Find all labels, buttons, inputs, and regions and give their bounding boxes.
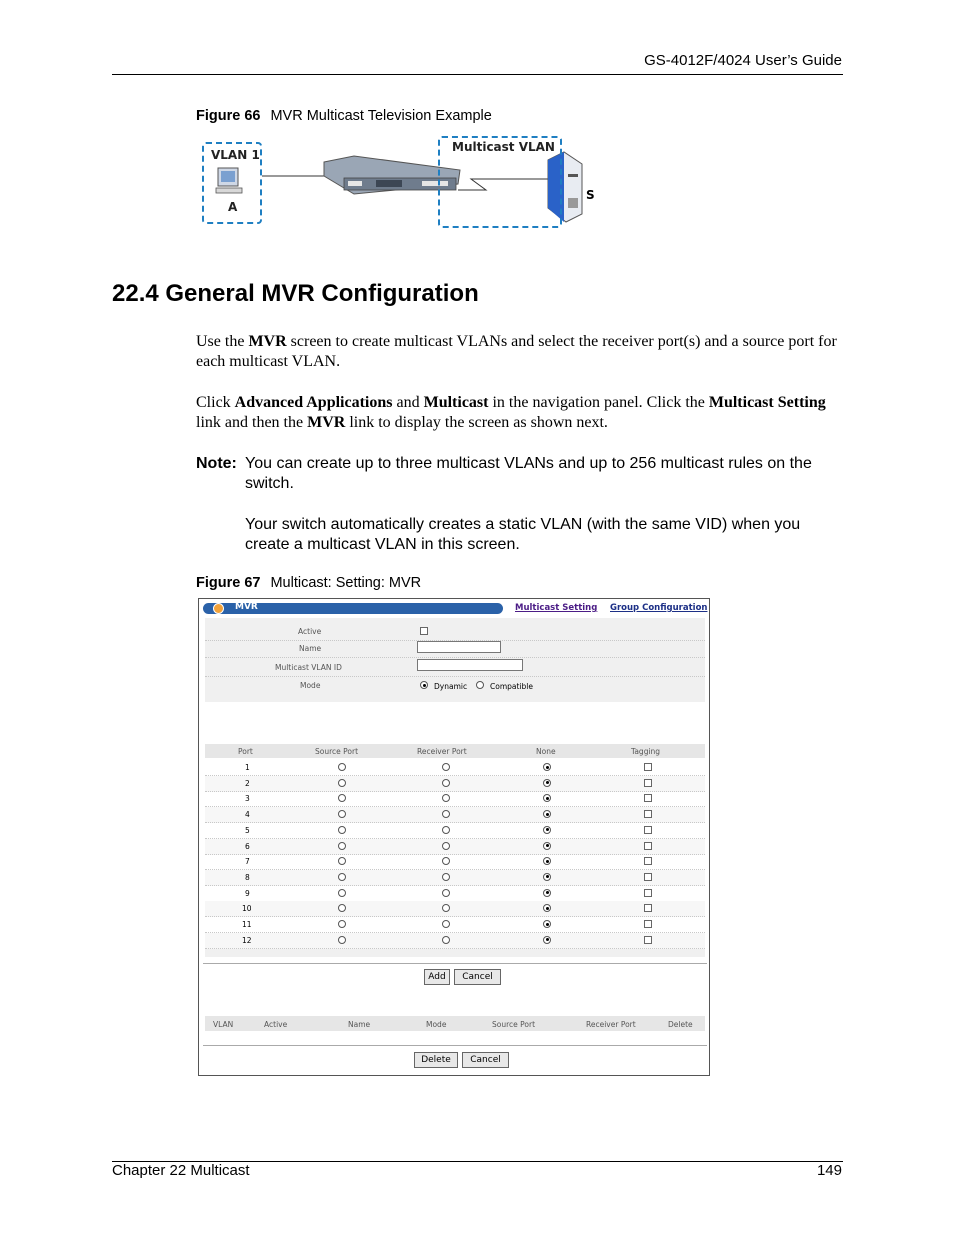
- mode-label: Mode: [300, 681, 321, 690]
- vlan-id-input[interactable]: [417, 659, 523, 671]
- port-number: 3: [245, 794, 250, 804]
- active-checkbox[interactable]: [420, 627, 428, 635]
- multicast-vlan-label: Multicast VLAN: [452, 140, 555, 154]
- running-header: GS-4012F/4024 User’s Guide: [644, 52, 842, 69]
- none-radio[interactable]: [543, 842, 551, 850]
- port-row: [205, 760, 705, 776]
- none-radio[interactable]: [543, 810, 551, 818]
- delete-button[interactable]: Delete: [414, 1052, 458, 1068]
- text-run: in the navigation panel. Click the: [488, 394, 709, 411]
- header-rule: [112, 74, 843, 75]
- port-row: [205, 901, 705, 917]
- paragraph-mvr-intro: [196, 332, 841, 372]
- port-number: 11: [242, 920, 252, 929]
- source-port-radio[interactable]: [338, 920, 346, 928]
- port-number: 9: [245, 888, 250, 898]
- mvr-form-panel: [205, 618, 705, 702]
- port-number: 5: [245, 825, 250, 835]
- port-row: [205, 791, 705, 807]
- col-vlan-receiver-port: Receiver Port: [586, 1020, 636, 1029]
- divider: [203, 1045, 707, 1046]
- server-label: S: [586, 188, 595, 202]
- mvr-screen: [198, 598, 710, 1076]
- divider: [203, 963, 707, 964]
- col-vlan-source-port: Source Port: [492, 1020, 536, 1029]
- bold-run: MVR: [248, 333, 287, 350]
- form-row-active: [205, 624, 705, 641]
- receiver-port-radio[interactable]: [442, 794, 450, 802]
- host-label: A: [228, 200, 238, 214]
- mode-dynamic-label: Dynamic: [434, 682, 468, 691]
- text-run: link and then the: [196, 414, 308, 431]
- col-port: Port: [238, 747, 253, 756]
- port-table-footer: [205, 949, 705, 957]
- source-port-radio[interactable]: [338, 873, 346, 881]
- source-port-radio[interactable]: [338, 779, 346, 787]
- figure-67-title: Multicast: Setting: MVR: [270, 575, 422, 591]
- tagging-checkbox[interactable]: [644, 857, 652, 865]
- note-text-1: You can create up to three multicast VLANs and up to 256 multicast rules on the switch.: [245, 455, 812, 492]
- receiver-port-radio[interactable]: [442, 857, 450, 865]
- source-port-radio[interactable]: [338, 826, 346, 834]
- col-delete: Delete: [668, 1020, 693, 1029]
- receiver-port-radio[interactable]: [442, 920, 450, 928]
- none-radio[interactable]: [543, 826, 551, 834]
- figure-66-caption: [196, 108, 492, 124]
- port-row: [205, 917, 705, 933]
- bold-run: Advanced Applications: [234, 394, 393, 411]
- figure-67-label: Figure 67: [196, 575, 261, 591]
- tagging-checkbox[interactable]: [644, 936, 652, 944]
- tagging-checkbox[interactable]: [644, 873, 652, 881]
- name-label: Name: [299, 644, 322, 653]
- text-run: screen to create multicast VLANs and select the receiver port(s) and a source port for each multicast VLAN.: [196, 333, 837, 370]
- receiver-port-radio[interactable]: [442, 826, 450, 834]
- section-heading: 22.4 General MVR Configuration: [112, 280, 479, 307]
- source-port-radio[interactable]: [338, 857, 346, 865]
- port-row: [205, 839, 705, 855]
- col-none: None: [536, 747, 556, 756]
- none-radio[interactable]: [543, 920, 551, 928]
- port-number: 4: [245, 810, 250, 820]
- col-vlan: VLAN: [213, 1020, 234, 1029]
- receiver-port-radio[interactable]: [442, 763, 450, 771]
- source-port-radio[interactable]: [338, 904, 346, 912]
- none-radio[interactable]: [543, 763, 551, 771]
- none-radio[interactable]: [543, 873, 551, 881]
- port-table-header: [205, 744, 705, 758]
- port-number: 8: [245, 872, 250, 882]
- screen-title-bar: [203, 603, 503, 614]
- tagging-checkbox[interactable]: [644, 779, 652, 787]
- port-row: [205, 854, 705, 870]
- text-run: link to display the screen as shown next.: [345, 414, 608, 431]
- vlan1-label: VLAN 1: [211, 148, 260, 162]
- port-row: [205, 776, 705, 792]
- figure-66-title: MVR Multicast Television Example: [270, 108, 492, 124]
- bold-run: Multicast Setting: [708, 394, 826, 411]
- group-configuration-link[interactable]: Group Configuration: [610, 603, 708, 613]
- footer-chapter: Chapter 22 Multicast: [112, 1162, 250, 1179]
- receiver-port-radio[interactable]: [442, 810, 450, 818]
- port-row: [205, 870, 705, 886]
- port-row: [205, 823, 705, 839]
- receiver-port-radio[interactable]: [442, 936, 450, 944]
- multicast-setting-link[interactable]: Multicast Setting: [515, 603, 598, 613]
- multicast-vlan-box: [438, 136, 562, 228]
- port-number: 6: [245, 841, 250, 851]
- mode-dynamic-radio[interactable]: [420, 681, 428, 689]
- cancel-button[interactable]: Cancel: [454, 969, 501, 985]
- tagging-checkbox[interactable]: [644, 842, 652, 850]
- port-number: 2: [245, 778, 250, 788]
- name-input[interactable]: [417, 641, 501, 653]
- none-radio[interactable]: [543, 904, 551, 912]
- bold-run: Multicast: [423, 394, 489, 411]
- text-run: Use the: [196, 333, 249, 350]
- paragraph-navigation: [196, 393, 841, 433]
- tagging-checkbox[interactable]: [644, 889, 652, 897]
- figure-67-caption: [196, 575, 421, 591]
- footer-page-number: 149: [816, 1162, 842, 1179]
- active-label: Active: [298, 627, 322, 636]
- col-source-port: Source Port: [315, 747, 359, 756]
- tagging-checkbox[interactable]: [644, 810, 652, 818]
- source-port-radio[interactable]: [338, 842, 346, 850]
- receiver-port-radio[interactable]: [442, 889, 450, 897]
- tagging-checkbox[interactable]: [644, 920, 652, 928]
- cancel-button-2[interactable]: Cancel: [462, 1052, 509, 1068]
- port-number: 1: [245, 763, 250, 772]
- vlan-table-header: [205, 1016, 705, 1031]
- source-port-radio[interactable]: [338, 936, 346, 944]
- none-radio[interactable]: [543, 857, 551, 865]
- source-port-radio[interactable]: [338, 889, 346, 897]
- port-row: [205, 886, 705, 902]
- port-row: [205, 807, 705, 823]
- vlan-id-label: Multicast VLAN ID: [275, 663, 342, 672]
- receiver-port-radio[interactable]: [442, 779, 450, 787]
- add-button[interactable]: Add: [424, 969, 450, 985]
- source-port-radio[interactable]: [338, 810, 346, 818]
- receiver-port-radio[interactable]: [442, 842, 450, 850]
- text-run: and: [392, 394, 424, 411]
- tagging-checkbox[interactable]: [644, 904, 652, 912]
- vlan1-box: [202, 142, 262, 224]
- col-receiver-port: Receiver Port: [417, 747, 467, 756]
- port-number: 10: [242, 904, 252, 914]
- figure-66-label: Figure 66: [196, 108, 261, 124]
- source-port-radio[interactable]: [338, 794, 346, 802]
- none-radio[interactable]: [543, 779, 551, 787]
- mvr-tv-diagram: [196, 134, 596, 234]
- tagging-checkbox[interactable]: [644, 826, 652, 834]
- col-active: Active: [264, 1020, 288, 1029]
- text-run: Click: [196, 394, 235, 411]
- mode-compatible-label: Compatible: [490, 682, 533, 691]
- receiver-port-radio[interactable]: [442, 873, 450, 881]
- note-label: Note:: [196, 455, 237, 472]
- none-radio[interactable]: [543, 936, 551, 944]
- col-mode: Mode: [426, 1020, 447, 1029]
- tagging-checkbox[interactable]: [644, 794, 652, 802]
- title-orb-icon: [213, 603, 224, 614]
- port-row: [205, 933, 705, 949]
- screen-title: MVR: [235, 602, 258, 612]
- tagging-checkbox[interactable]: [644, 763, 652, 771]
- mode-compatible-radio[interactable]: [476, 681, 484, 689]
- bold-run: MVR: [307, 414, 346, 431]
- none-radio[interactable]: [543, 794, 551, 802]
- note-text-2: Your switch automatically creates a static VLAN (with the same VID) when you create a multicast VLAN in this screen.: [245, 516, 801, 553]
- port-number: 12: [242, 935, 252, 945]
- port-number: 7: [245, 857, 250, 867]
- none-radio[interactable]: [543, 889, 551, 897]
- note-block: [196, 454, 841, 555]
- col-name: Name: [348, 1020, 371, 1029]
- source-port-radio[interactable]: [338, 763, 346, 771]
- receiver-port-radio[interactable]: [442, 904, 450, 912]
- col-tagging: Tagging: [631, 747, 661, 756]
